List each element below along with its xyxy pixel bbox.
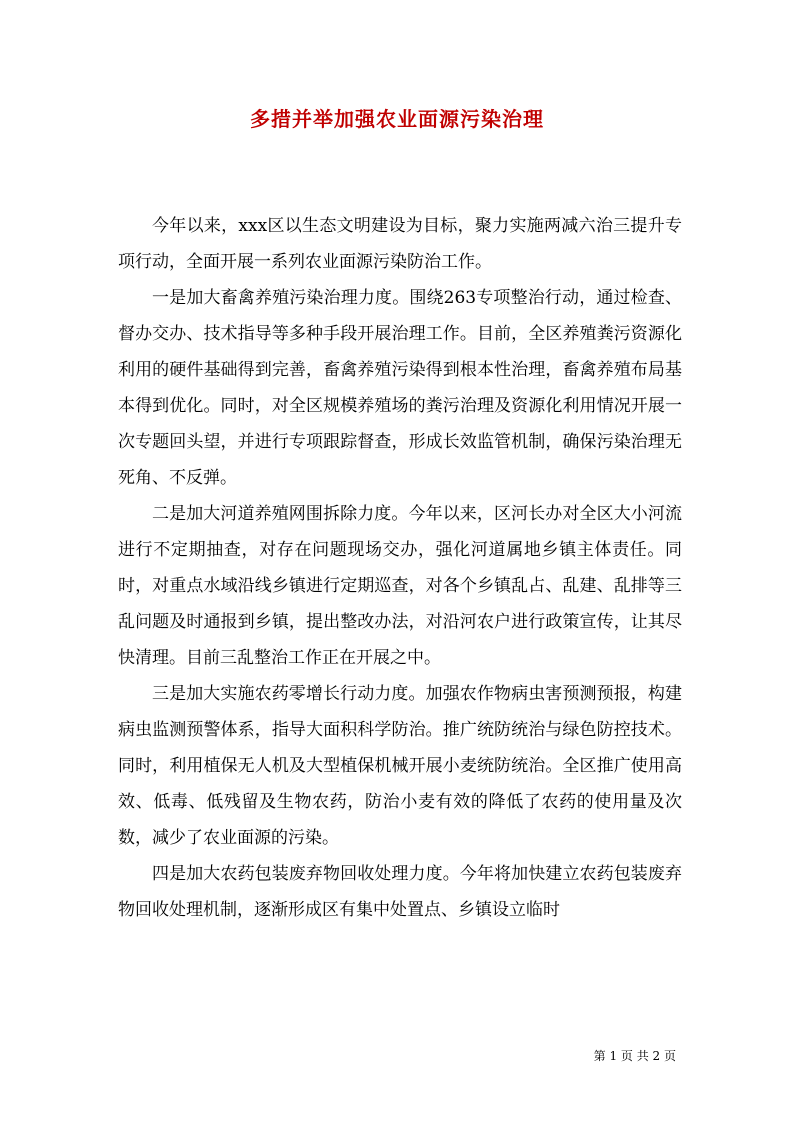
paragraph-pesticide: 三是加大实施农药零增长行动力度。加强农作物病虫害预测预报，构建病虫监测预警体系，指导大面积科学防治。推广统防统治与绿色防控技术。同时，利用植保无人机及大型植保机械开展小麦统防统治。全区推广使用高效、低毒、低残留及生物农药，防治小麦有效的降低了农药的使用量及次数，减少了农业面源的污染。 (118, 684, 682, 848)
document-title: 多措并举加强农业面源污染治理 (250, 107, 544, 131)
paragraph-intro: 今年以来，xxx区以生态文明建设为目标，聚力实施两减六治三提升专项行动，全面开展一系列农业面源污染防治工作。 (118, 216, 682, 272)
paragraph-packaging: 四是加大农药包装废弃物回收处理力度。今年将加快建立农药包装废弃物回收处理机制，逐渐形成区有集中处置点、乡镇设立临时 (118, 864, 682, 920)
document-body (118, 208, 682, 928)
page-number: 第 1 页 共 2 页 (593, 1049, 676, 1063)
paragraph-livestock: 一是加大畜禽养殖污染治理力度。围绕263专项整治行动，通过检查、督办交办、技术指导等多种手段开展治理工作。目前，全区养殖粪污资源化利用的硬件基础得到完善，畜禽养殖污染得到根本性治理，畜禽养殖布局基本得到优化。同时，对全区规模养殖场的粪污治理及资源化利用情况开展一次专题回头望，并进行专项跟踪督查，形成长效监管机制，确保污染治理无死角、不反弹。 (118, 288, 682, 488)
paragraph-river: 二是加大河道养殖网围拆除力度。今年以来，区河长办对全区大小河流进行不定期抽查，对存在问题现场交办，强化河道属地乡镇主体责任。同时，对重点水域沿线乡镇进行定期巡查，对各个乡镇乱占、乱建、乱排等三乱问题及时通报到乡镇，提出整改办法，对沿河农户进行政策宣传，让其尽快清理。目前三乱整治工作正在开展之中。 (118, 504, 682, 668)
